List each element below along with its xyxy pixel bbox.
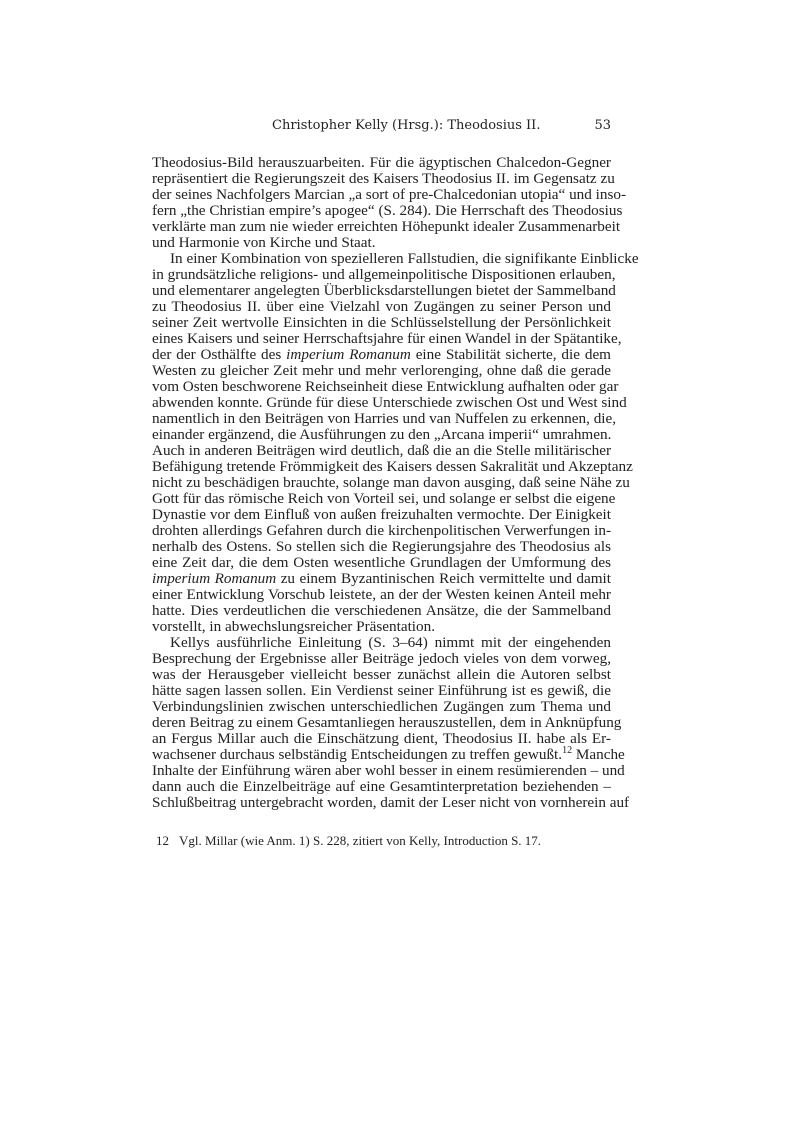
text-line [152,394,627,411]
text-line [152,587,611,603]
body-text [152,154,639,811]
text-line [152,539,611,555]
text-segment[interactable]: an Fergus Millar auch die Einschätzung dient, Theodosius II. habe als Er- [152,730,611,747]
text-line [152,186,627,203]
text-segment[interactable]: Inhalte der Einführung wären aber wohl besser in einem resümierenden – und [152,762,625,779]
italic-term: imperium Romanum [152,570,277,587]
text-line [152,170,615,187]
text-segment[interactable]: Verbindungslinien zwischen unterschiedlichen Zugängen zum Thema und [152,698,611,715]
header-title: Christopher Kelly (Hrsg.): Theodosius II. [272,118,541,133]
text-line [152,651,611,667]
text-segment[interactable]: einander ergänzend, die Ausführungen zu den „Arcana imperii“ umrahmen. [152,426,612,443]
paragraph [152,634,630,811]
text-segment[interactable]: deren Beitrag zu einem Gesamtanliegen herauszustellen, dem in Anknüpfung [152,714,622,731]
text-segment[interactable]: Schlußbeitrag untergebracht worden, damit der Leser nicht von vornherein auf [152,794,630,811]
text-line [152,378,619,395]
text-line [152,155,611,171]
running-header [152,118,611,136]
text-line [152,282,616,299]
text-line [152,410,617,427]
text-segment[interactable]: der der Osthälfte des [152,346,287,363]
text-line [152,266,616,283]
text-line [152,683,611,699]
text-line [152,427,611,443]
text-segment[interactable]: zu einem Byzantinischen Reich vermittelte und damit [276,570,611,587]
text-segment[interactable]: dann auch die Einzelbeiträge auf eine Gesamtinterpretation beziehenden – [152,778,611,795]
footnote-ref[interactable]: 12 [562,744,573,756]
text-segment[interactable]: nerhalb des Ostens. So stellen sich die Regierungsjahre des Theodosius als [152,538,611,555]
text-segment[interactable]: Manche [572,746,625,763]
text-line [152,619,611,635]
text-segment[interactable]: hatte. Dies verdeutlichen die verschiedenen Ansätze, die der Sammelband [152,602,611,619]
text-line [152,443,611,459]
text-line [152,315,611,331]
text-segment[interactable]: nicht zu beschädigen brauchte, solange man davon ausging, daß seine Nähe zu [152,474,630,491]
text-line [152,523,611,539]
footnote-text: Vgl. Millar (wie Anm. 1) S. 228, zitiert von Kelly, Introduction S. 17. [179,833,542,848]
text-segment[interactable]: vorstellt, in abwechslungsreicher Präsentation. [152,618,436,635]
text-line [152,635,611,651]
text-line [152,667,611,683]
text-segment[interactable]: Befähigung tretende Frömmigkeit des Kaisers dessen Sakralität und Akzeptanz [152,458,633,475]
text-segment[interactable]: Besprechung der Ergebnisse aller Beiträge jedoch vieles von dem vorweg, [152,650,611,667]
text-line [152,218,621,235]
text-line [152,744,625,763]
text-line [152,299,611,315]
text-segment[interactable]: einer Entwicklung Vorschub leistete, an der der Westen keinen Anteil mehr [152,586,611,603]
text-segment[interactable]: Auch in anderen Beiträgen wird deutlich, daß die an die Stelle militärischer [152,442,611,459]
text-line [152,330,622,347]
text-segment[interactable]: hätte sagen lassen sollen. Ein Verdienst seiner Einführung ist es gewiß, die [152,682,611,699]
text-segment[interactable]: was der Herausgeber vielleicht besser zunächst allein die Autoren selbst [152,666,611,683]
text-segment[interactable]: Theodosius-Bild herauszuarbeiten. Für die ägyptischen Chalcedon-Gegner [152,154,611,171]
text-line [152,714,622,731]
text-segment[interactable]: Gott für das römische Reich von Vorteil sei, und solange er selbst die eigene [152,490,616,507]
text-line [152,571,611,587]
text-segment[interactable]: und elementarer angelegten Überblicksdarstellungen bietet der Sammelband [152,282,616,299]
text-line [152,731,611,747]
text-segment[interactable]: wachsener durchaus selbständig Entscheidungen zu treffen gewußt. [152,746,563,763]
text-segment[interactable]: namentlich in den Beiträgen von Harries und van Nuffelen zu erkennen, die, [152,410,617,427]
text-line [152,458,633,475]
footnote [152,833,541,849]
text-segment[interactable]: abwenden konnte. Gründe für diese Unterschiede zwischen Ost und West sind [152,394,627,411]
text-line [152,507,611,523]
text-segment[interactable]: vom Osten beschworene Reichseinheit diese Entwicklung aufhalten oder gar [152,378,619,395]
footnote-number: 12 [156,833,169,848]
text-segment[interactable]: Dynastie vor dem Einfluß von außen freizuhalten vermochte. Der Einigkeit [152,506,611,523]
text-segment[interactable]: der seines Nachfolgers Marcian „a sort of pre-Chalcedonian utopia“ und inso- [152,186,627,203]
text-segment[interactable]: repräsentiert die Regierungszeit des Kaisers Theodosius II. im Gegensatz zu [152,170,615,187]
text-segment[interactable]: und Harmonie von Kirche und Staat. [152,234,376,251]
text-line [152,699,611,715]
text-line [152,555,611,571]
text-segment[interactable]: eines Kaisers und seiner Herrschaftsjahre für einen Wandel in der Spätantike, [152,330,622,347]
page-number: 53 [594,118,611,133]
text-segment[interactable]: fern „the Christian empire’s apogee“ (S. 284). Die Herrschaft des Theodosius [152,202,623,219]
paragraph [152,250,639,635]
text-segment[interactable]: eine Zeit dar, die dem Osten wesentliche Grundlagen der Umformung des [152,554,611,571]
text-segment[interactable]: in grundsätzliche religions- und allgemeinpolitische Dispositionen erlauben, [152,266,616,283]
text-line [152,250,639,267]
text-line [152,235,611,251]
text-line [152,762,625,779]
text-line [152,474,630,491]
text-segment[interactable]: seiner Zeit wertvolle Einsichten in die Schlüsselstellung der Persönlichkeit [152,314,611,331]
paragraph [152,154,627,251]
text-segment[interactable]: eine Stabilität sicherte, die dem [410,346,611,363]
text-line [152,794,630,811]
text-segment[interactable]: Kellys ausführliche Einleitung (S. 3–64) nimmt mit der eingehenden [170,634,611,651]
text-segment[interactable]: Westen zu gleicher Zeit mehr und mehr verlorenging, ohne daß die gerade [152,362,611,379]
italic-term: imperium Romanum [286,346,411,363]
text-line [152,347,611,363]
text-segment[interactable]: verklärte man zum nie wieder erreichten Höhepunkt idealer Zusammenarbeit [152,218,621,235]
text-line [152,490,616,507]
text-segment[interactable]: drohten allerdings Gefahren durch die kirchenpolitischen Verwerfungen in- [152,522,611,539]
text-line [152,363,611,379]
text-segment[interactable]: zu Theodosius II. über eine Vielzahl von Zugängen zu seiner Person und [152,298,611,315]
text-line [152,603,611,619]
text-line [152,202,623,219]
text-line [152,779,611,795]
text-segment[interactable]: In einer Kombination von spezielleren Fallstudien, die signifikante Einblicke [170,250,639,267]
